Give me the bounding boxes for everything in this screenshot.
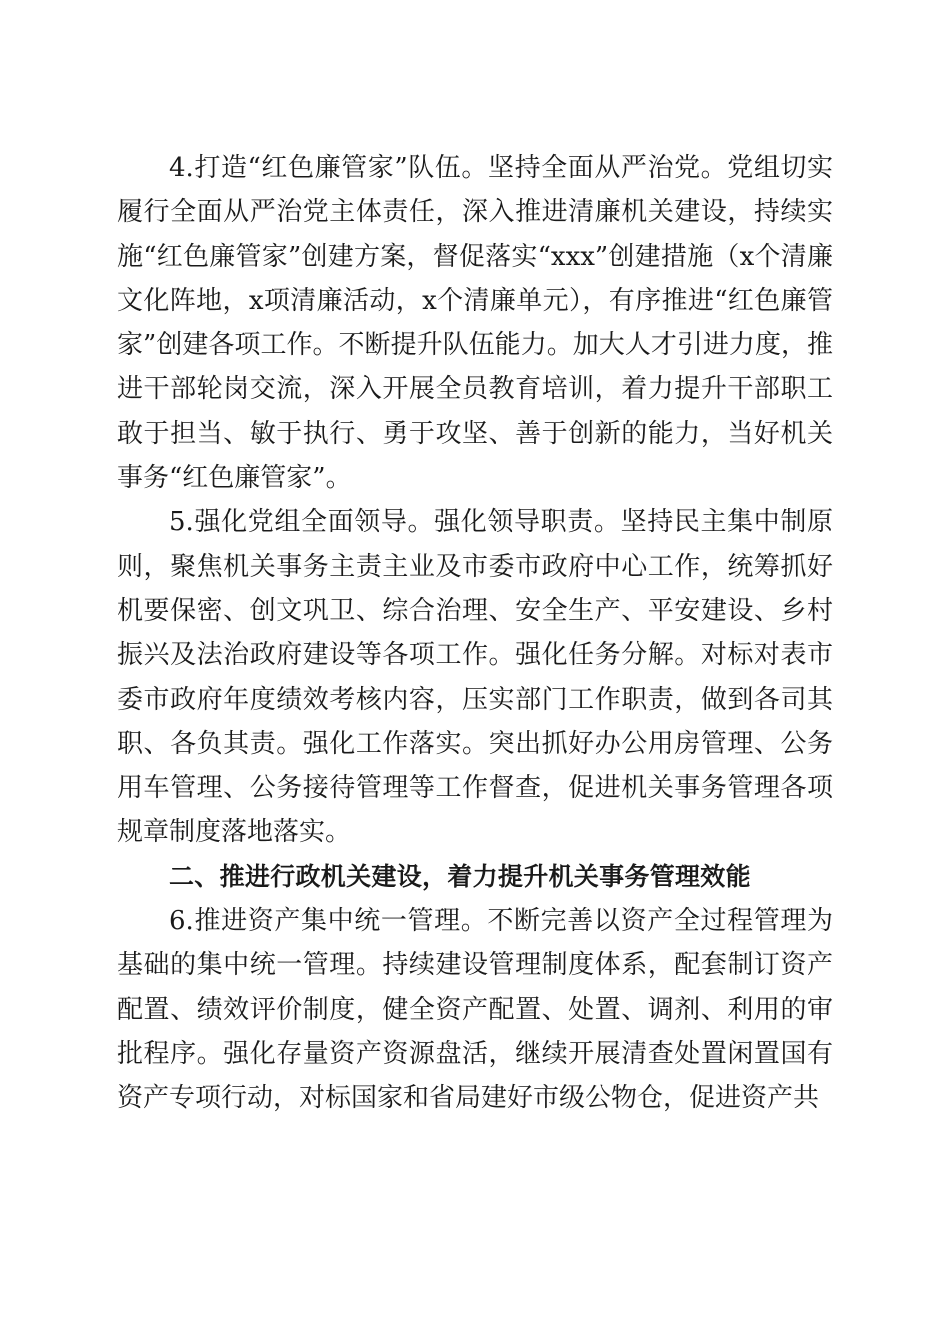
paragraph-5: 5.强化党组全面领导。强化领导职责。坚持民主集中制原则，聚焦机关事务主责主业及市委市政府中心工作，统筹抓好机要保密、创文巩卫、综合治理、安全生产、平安建设、乡村振兴及法治政府建设等各项工作。强化任务分解。对标对表市委市政府年度绩效考核内容，压实部门工作职责，做到各司其职、各负其责。强化工作落实。突出抓好办公用房管理、公务用车管理、公务接待管理等工作督查，促进机关事务管理各项规章制度落地落实。 xyxy=(117,507,833,848)
paragraph-6: 6.推进资产集中统一管理。不断完善以资产全过程管理为基础的集中统一管理。持续建设管理制度体系，配套制订资产配置、绩效评价制度，健全资产配置、处置、调剂、利用的审批程序。强化存量资产资源盘活，继续开展清查处置闲置国有资产专项行动，对标国家和省局建好市级公物仓，促进资产共 xyxy=(117,906,833,1114)
paragraph-4: 4.打造“红色廉管家”队伍。坚持全面从严治党。党组切实履行全面从严治党主体责任，深入推进清廉机关建设，持续实施“红色廉管家”创建方案，督促落实“xxx”创建措施（x个清廉文化阵地，x项清廉活动，x个清廉单元），有序推进“红色廉管家”创建各项工作。不断提升队伍能力。加大人才引进力度，推进干部轮岗交流，深入开展全员教育培训，着力提升干部职工敢于担当、敏于执行、勇于攻坚、善于创新的能力，当好机关事务“红色廉管家”。 xyxy=(117,153,833,494)
document-body xyxy=(117,146,833,1121)
section-heading: 二、推进行政机关建设，着力提升机关事务管理效能 xyxy=(169,861,751,891)
